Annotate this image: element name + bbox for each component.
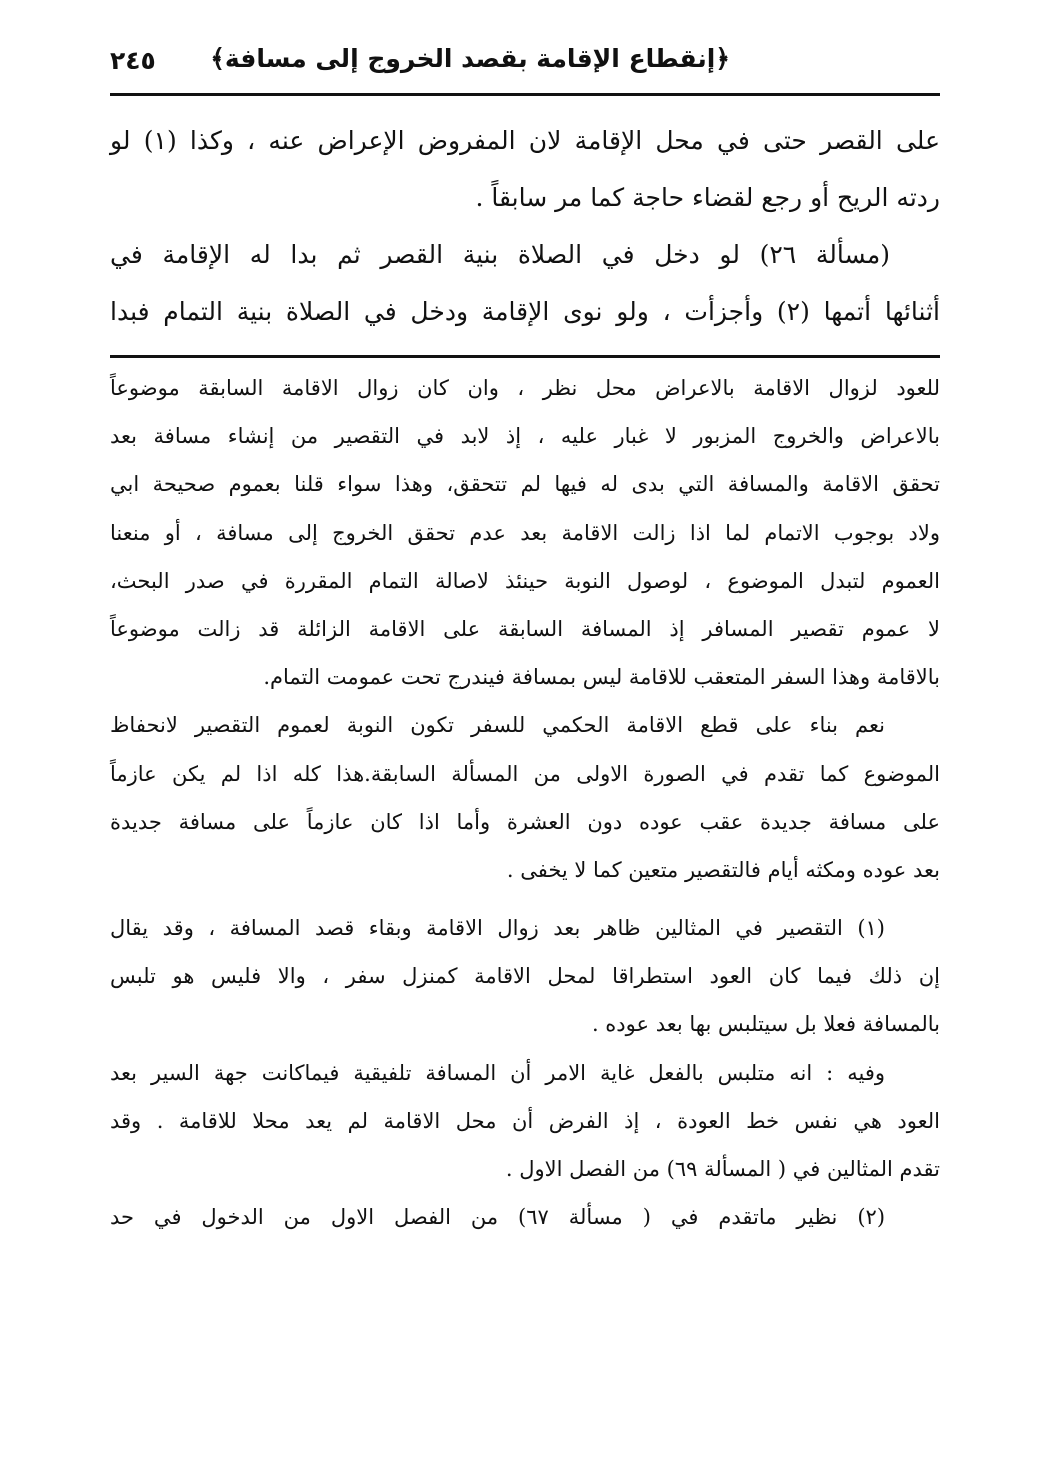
footnote-line: نعم بناء على قطع الاقامة الحكمي للسفر تكون النوبة لعموم التقصير لانحفاظ xyxy=(110,713,885,738)
footnote-gap xyxy=(110,894,940,904)
footnote-line: لا عموم تقصير المسافر إذ المسافة السابقة على الاقامة الزائلة قد زالت موضوعاً xyxy=(110,616,940,641)
footnote-1-line: (١) التقصير في المثالين ظاهر بعد زوال الاقامة وبقاء قصد المسافة ، وقد يقال xyxy=(110,916,885,941)
footnote-1-line: وفيه : انه متلبس بالفعل غاية الامر أن المسافة تلفيقية فيماكانت جهة السير بعد xyxy=(110,1060,885,1085)
footnotes xyxy=(110,364,940,1241)
footnote-line: بالاقامة وهذا السفر المتعقب للاقامة ليس بمسافة فيندرج تحت عمومت التمام. xyxy=(263,665,940,690)
main-line: (مسألة ٢٦) لو دخل في الصلاة بنية القصر ثم بدا له الإقامة في xyxy=(110,240,890,269)
page-number: ٢٤٥ xyxy=(110,46,156,75)
header-divider xyxy=(110,93,940,96)
footnote-divider xyxy=(110,355,940,358)
main-line: على القصر حتى في محل الإقامة لان المفروض الإعراض عنه ، وكذا (١) لو xyxy=(110,126,940,155)
footnote-1-line: العود هي نفس خط العودة ، إذ الفرض أن محل الاقامة لم يعد محلا للاقامة . وقد xyxy=(110,1108,940,1133)
footnote-2-line: (٢) نظير ماتقدم في ( مسألة ٦٧) من الفصل الاول من الدخول في حد xyxy=(110,1205,886,1230)
footnote-1-line: بالمسافة فعلا بل سيتلبس بها بعد عوده . xyxy=(591,1012,940,1037)
footnote-line: الموضوع كما تقدم في الصورة الاولى من المسألة السابقة.هذا كله اذا لم يكن عازماً xyxy=(110,761,940,786)
footnote-line: تحقق الاقامة والمسافة التي بدى له فيها لم تتحقق، وهذا سواء قلنا بعموم صحيحة ابي xyxy=(110,472,940,497)
footnote-line: للعود لزوال الاقامة بالاعراض محل نظر ، وان كان زوال الاقامة السابقة موضوعاً xyxy=(110,376,940,400)
footnote-line: على مسافة جديدة عقب عوده دون العشرة وأما اذا كان عازماً على مسافة جديدة xyxy=(110,809,940,834)
footnote-1-line: تقدم المثالين في ( المسألة ٦٩) من الفصل الاول . xyxy=(505,1157,940,1181)
footnote-line: ولاد بوجوب الاتمام لما اذا زالت الاقامة بعد عدم تحقق الخروج إلى مسافة ، أو منعنا xyxy=(110,520,940,545)
page-header xyxy=(110,38,940,94)
main-line: أثنائها أتمها (٢) وأجزأت ، ولو نوى الإقامة ودخل في الصلاة بنية التمام فبدا xyxy=(110,297,940,326)
footnote-line: العموم لتبدل الموضوع ، لوصول النوبة حينئذ لاصالة التمام المقررة في صدر البحث، xyxy=(110,568,940,593)
footnote-1-line: إن ذلك فيما كان العود استطراقا لمحل الاقامة كمنزل سفر ، والا فليس هو تلبس xyxy=(110,964,940,989)
footnote-line: بعد عوده ومكثه أيام فالتقصير متعين كما لا يخفى . xyxy=(506,857,940,882)
footnote-line: بالاعراض والخروج المزبور لا غبار عليه ، إذ لابد في التقصير من إنشاء مسافة بعد xyxy=(110,424,940,449)
main-text xyxy=(110,112,940,340)
main-line: ردته الريح أو رجع لقضاء حاجة كما مر سابقاً . xyxy=(475,183,940,212)
running-title: ﴿إنقطاع الإقامة بقصد الخروج إلى مسافة﴾ xyxy=(210,44,730,73)
